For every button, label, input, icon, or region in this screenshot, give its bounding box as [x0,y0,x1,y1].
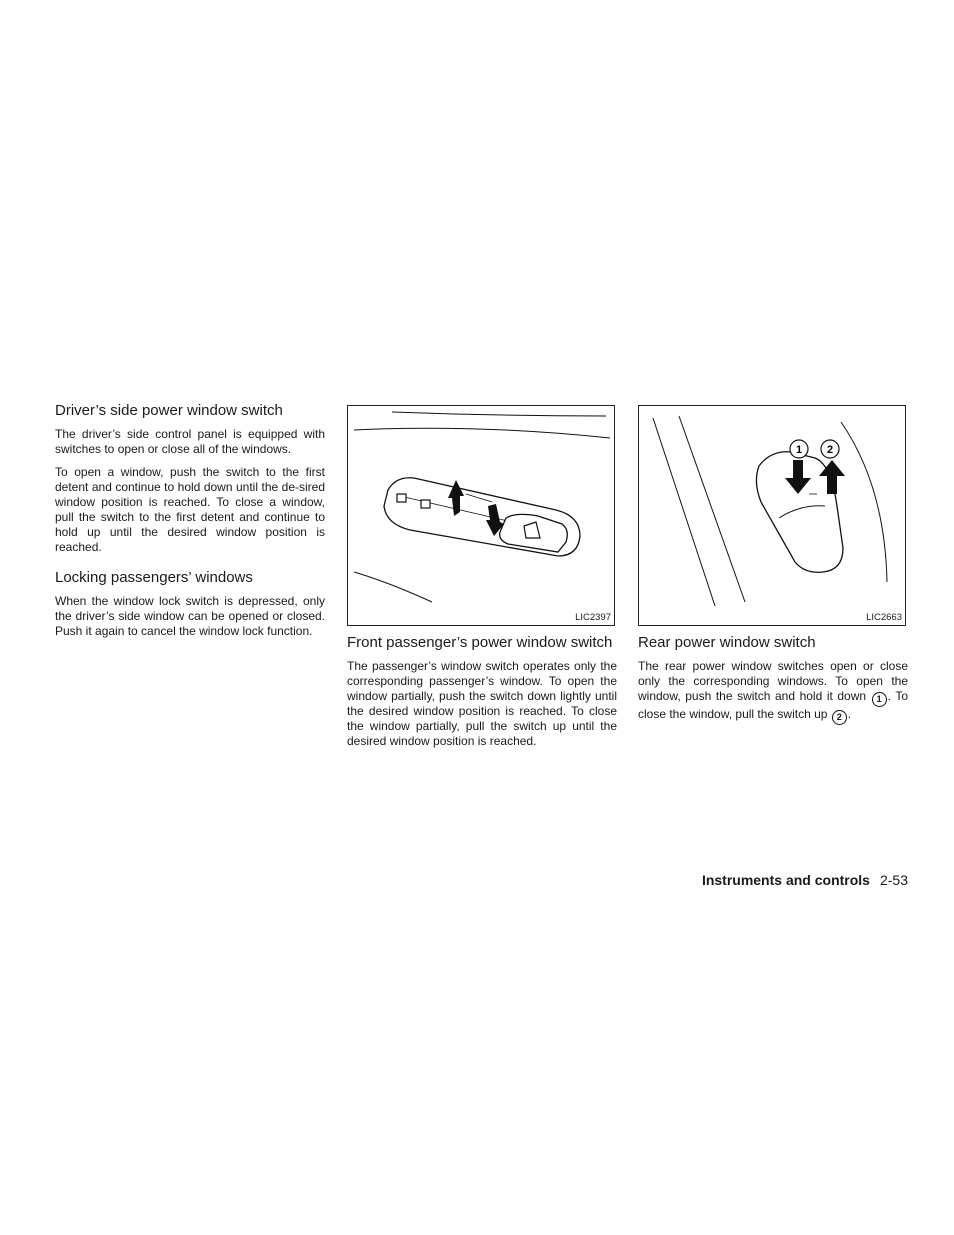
figure-code: LIC2663 [866,612,902,623]
right-column [638,405,908,733]
paragraph-front-passenger: The passenger’s window switch operates only the corresponding passenger’s window. To open the window partially, push the switch down lightly until the desired window position is reached. To close the window partially, pull the switch up until the desired window position is reached. [347,659,617,748]
lock-icon [421,500,430,508]
heading-locking-windows: Locking passengers’ windows [55,569,253,586]
callout-2-inline: 2 [832,710,847,725]
lock-icon [397,494,406,502]
heading-front-passenger-switch: Front passenger’s power window switch [347,634,613,651]
page-number: 2-53 [879,872,908,888]
paragraph-text: The rear power window switches open or close only the corresponding windows. To open the window, push the switch and hold it down [638,659,908,703]
paragraph-locking: When the window lock switch is depressed, only the driver’s side window can be opened or closed. Push it again to cancel the window lock function. [55,594,325,638]
paragraph-driver-operation: To open a window, push the switch to the first detent and continue to hold down until the de-sired window position is reached. To close a window, pull the switch to the first detent and continue to hold up until the desired window position is reached. [55,465,325,554]
heading-rear-switch: Rear power window switch [638,634,816,651]
figure-front-passenger-switch [347,405,615,626]
rear-switch-illustration [639,406,906,626]
figure-code: LIC2397 [575,612,611,623]
heading-driver-switch: Driver’s side power window switch [55,402,283,419]
page-footer [600,872,908,888]
middle-column [347,405,617,757]
paragraph-rear-switch [638,659,908,725]
paragraph-text: . To close the window, pull the switch up [638,689,908,721]
callout-1-inline: 1 [872,692,887,707]
footer-section-title: Instruments and controls [701,872,870,888]
callout-2-label: 2 [826,444,834,456]
paragraph-text: . [847,707,852,721]
callout-1-label: 1 [795,444,803,456]
left-column [55,402,325,647]
paragraph-driver-intro: The driver’s side control panel is equipped with switches to open or close all of the windows. [55,427,325,456]
front-switch-illustration [348,406,615,626]
figure-rear-switch [638,405,906,626]
